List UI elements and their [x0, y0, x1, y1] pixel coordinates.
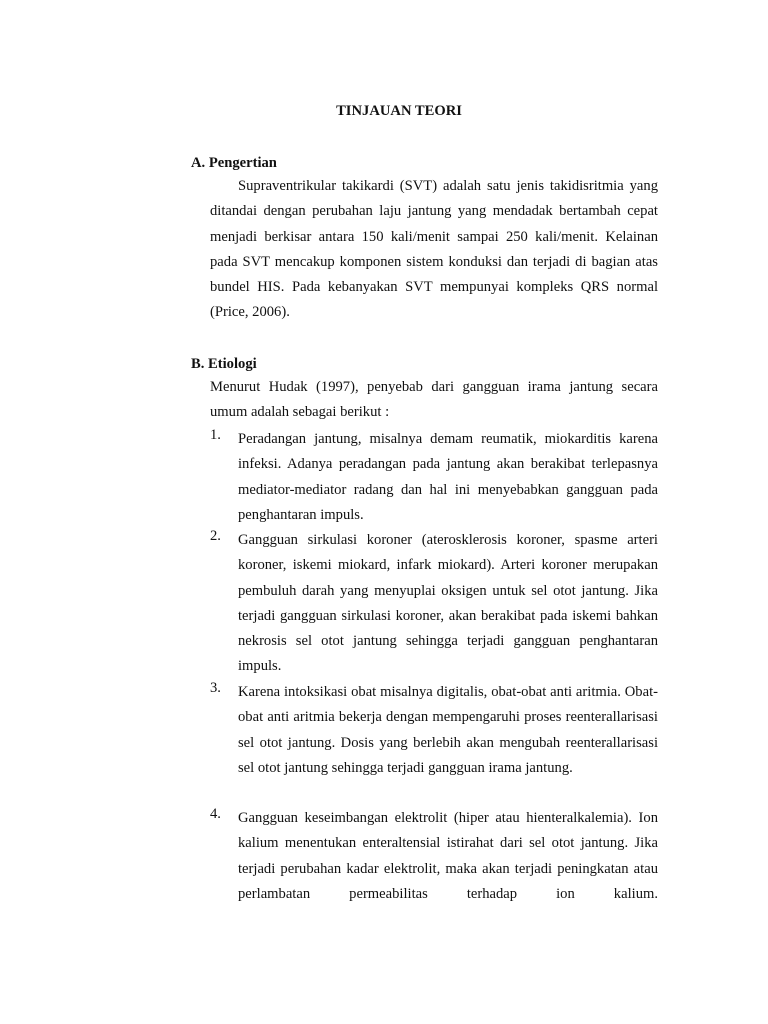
list-item-text: Karena intoksikasi obat misalnya digitalis, obat-obat anti aritmia. Obat-obat anti aritmia bekerja dengan mempengaruhi proses reenterallarisasi sel otot jantung. Dosis yang berlebih akan mengubah reenterallarisasi sel otot jantung sehingga terjadi gangguan irama jantung.	[238, 684, 658, 776]
section-heading-pengertian: A. Pengertian	[191, 155, 277, 171]
list-item-number: 3.	[210, 680, 221, 696]
section-heading-etiologi: B. Etiologi	[191, 356, 257, 372]
list-item-number: 4.	[210, 806, 221, 822]
etiologi-intro: Menurut Hudak (1997), penyebab dari gangguan irama jantung secara umum adalah sebagai berikut :	[210, 379, 658, 421]
list-item	[210, 806, 658, 907]
list-item	[210, 528, 658, 680]
list-item	[210, 427, 658, 528]
list-item-number: 2.	[210, 528, 221, 544]
page-title: TINJAUAN TEORI	[336, 103, 462, 119]
list-item-number: 1.	[210, 427, 221, 443]
list-item-text: Peradangan jantung, misalnya demam reumatik, miokarditis karena infeksi. Adanya peradangan pada jantung akan berakibat terlepasnya mediator-mediator radang dan hal ini menyebabkan gangguan pada penghantaran impuls.	[238, 431, 658, 523]
pengertian-paragraph: Supraventrikular takikardi (SVT) adalah satu jenis takidisritmia yang ditandai dengan perubahan laju jantung yang mendadak bertambah cepat menjadi berkisar antara 150 kali/menit sampai 250 kali/menit. Kelainan pada SVT mencakup komponen sistem konduksi dan terjadi di bagian atas bundel HIS. Pada kebanyakan SVT mempunyai kompleks QRS normal (Price, 2006).	[210, 178, 658, 321]
list-item	[210, 680, 658, 781]
list-item-text: Gangguan keseimbangan elektrolit (hiper atau hienteralkalemia). Ion kalium menentukan enteraltensial istirahat dari sel otot jantung. Jika terjadi perubahan kadar elektrolit, maka akan terjadi peningkatan atau perlambatan permeabilitas terhadap ion kalium.	[238, 810, 658, 902]
list-item-text: Gangguan sirkulasi koroner (aterosklerosis koroner, spasme arteri koroner, iskemi miokard, infark miokard). Arteri koroner merupakan pembuluh darah yang menyuplai oksigen untuk sel otot jantung. Jika terjadi gangguan sirkulasi koroner, akan berakibat pada iskemi bahkan nekrosis sel otot jantung sehingga terjadi gangguan penghantaran impuls.	[238, 532, 658, 675]
